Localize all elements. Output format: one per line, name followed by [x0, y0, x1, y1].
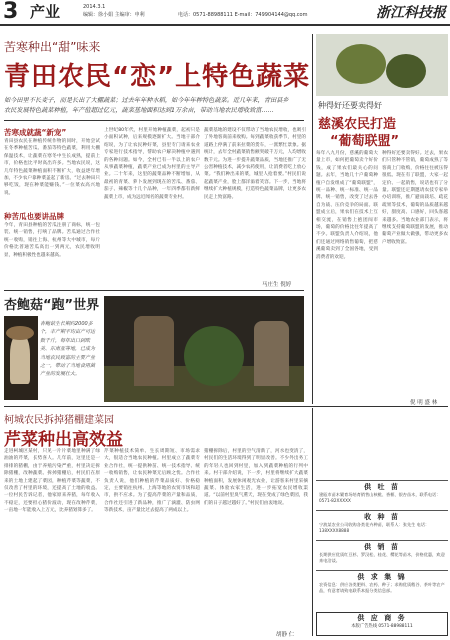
right-feature-kicker: 种得好还要卖得好: [318, 101, 382, 110]
supply-text: 本版广告热线 0571-88988111: [351, 624, 413, 629]
classified-4: [316, 570, 448, 610]
lead-byline: 马庄生 倪婷: [262, 282, 292, 288]
classified-3: [316, 540, 448, 570]
header-contact: 电话：0571-88988111 E-mail：749904144@qq.com: [178, 12, 308, 18]
classified-title: 供 吐 苗: [364, 483, 400, 491]
bottom-byline: 胡静 仁: [276, 632, 295, 638]
right-feature-byline: 倪 明 盛 林: [410, 400, 438, 406]
bottom-column-1: [4, 448, 100, 636]
lead-subhead-2: 种苦瓜也要讲品牌: [4, 212, 64, 221]
classified-title: 供 销 苗: [364, 543, 400, 551]
header-date: 2014.3.1: [83, 4, 106, 10]
masthead: [0, 0, 450, 26]
newspaper-logo: 浙江科技报: [376, 5, 446, 21]
right-feature-headline-2: “葡萄联盟”: [330, 134, 400, 149]
column-text: 青田县农民在种植传统作物的同时，开始尝试在冬季种植苦瓜、番茄等特色蔬菜，利用大棚保温技术，让蔬菜在寒冬中生长成熟，提前上市，价格也比平时高出许多。当地农民说，这几年特色蔬菜种植面积不断扩大，收益逐年增加，不少农户靠种菜盖起了新房。“过去种田只够吃饭，现在种菜能赚钱。”一位菜农高兴地说。: [4, 139, 100, 196]
divider: [4, 406, 448, 407]
lead-headline: 青田农民“恋”上特色蔬菜: [4, 62, 311, 92]
classified-text: 宁波某农业公司收购各类花卉种苗，联系人：张先生 电话：138XXXX8888: [319, 522, 430, 533]
page-number: 3: [3, 0, 19, 24]
bottom-column-3: [204, 448, 308, 636]
column-text: 走进柯城区某村，只见一片片菜地里种满了绿油油的芹菜，长势喜人。几年前，这里还是一排排的猪棚，由于养殖污染严重，村里决定拆除猪棚，改种蔬菜。拆掉猪棚后，村民们在原来的土地上建起了菜园，种植芹菜等蔬菜，不仅改善了村里的环境，还提高了土地的收益。一位村民告诉记者，他家原来养猪，每年收入不稳定，还要担心猪价波动，现在改种芹菜，一亩地一年能收入上万元，比养猪划算多了。: [4, 449, 100, 514]
supply-box: [316, 612, 448, 636]
lead-subhead-1: 苦寒成就蔬“新宠”: [4, 128, 67, 137]
column-text: 种得好还要卖得好。过去，果农们只管种不管销，葡萄成熟了等客商上门收购，价格往往被压得很低。现在有了联盟，大家一起定价、一起销售，说话也有了分量。联盟还定期邀请农技专家举办培训班，推广避雨栽培、疏花疏果等技术，葡萄的品质越来越好，甜度高、口感好，回头客越来越多。当地农业部门表示，将继续支持葡萄联盟的发展，推动葡萄产业做大做强，带动更多农户增收致富。: [382, 151, 448, 245]
column-text: 今年，青田县种植的苦瓜注册了商标，统一包装、统一销售，打响了品牌。苦瓜通过合作社统一收购，销往上海、杭州等大中城市，每斤价格比普通苦瓜高出一到两元，农民增收明显，种植积极性也越来越高。: [4, 223, 100, 258]
column-text: 蔬菜基地的建设不仅带动了当地农民增收，也吸引了外地客商前来收购。每到蔬菜收获季节，村里的道路上停满了前来拉菜的货车，一派繁忙景象。据统计，去年全村蔬菜销售额突破千万元，人均增收数千元。为进一步提升蔬菜品质，当地还推广了无公害种植技术，减少农药使用，让消费者吃上放心菜。“我们种出来的菜，城里人抢着要。”村民们说起蔬菜产业，脸上都洋溢着笑容。下一步，当地将继续扩大种植规模，打造特色蔬菜品牌，让更多农民走上致富路。: [204, 128, 306, 200]
column-text: 上世纪80年代，村里开始种植蔬菜，起初只是小面积试种，后来规模逐渐扩大。当地干部介绍说，为了让农民种好菜，县里专门请来农业专家进行技术指导，帮助农户解决种植中遇到的各种问题。如今，全村已有一半以上的农户从事蔬菜种植，蔬菜产业已成为村里的主导产业。二十年来，这里的蔬菜品种不断增加，从最初的青菜、萝卜发展到现在的苦瓜、番茄、茄子、辣椒等十几个品种，一年四季都有新鲜蔬菜上市，成为远近闻名的蔬菜专业村。: [104, 128, 200, 200]
supply-title: 供 应 商 务: [357, 614, 407, 622]
grape-photo: [316, 34, 448, 96]
lead-column-2: [104, 127, 200, 282]
mushroom-photo: [4, 316, 38, 400]
classified-2: [316, 510, 448, 540]
lead-intro: 如今田里不长麦子，而是长出了大棚蔬菜；过去年年种水稻，如今年年种特色蔬菜。近几年来，青田县乡农民发展特色蔬菜种植，年产值超过亿元，蔬菜基地面积达到1万余亩，带动当地农民增收致富……: [4, 97, 289, 114]
side-story-title: 杏鲍菇“跑”世界: [4, 298, 100, 313]
classified-1: [316, 480, 448, 510]
column-text: 猪棚拆除后，村里的空气清新了，河水也变清了，村民们的生活环境得到了明显改善。不少外出务工的年轻人也回到村里，加入到蔬菜种植的行列中来。村干部介绍说，下一步，村里将继续扩大蔬菜种植面积，发展休闲观光农业，让游客来村里采摘蔬菜、体验农家生活，进一步拓宽农民增收渠道。“以前村里臭气熏天，现在变成了绿色菜园，我们的日子越过越好了。”村民们由衷地说。: [204, 449, 308, 506]
lead-column-1: [4, 138, 100, 208]
divider: [4, 290, 304, 291]
column-text: 芹菜种植技术简单、生长周期短、市场需求大，很适合当地农民种植。村里成立了蔬菜专业合作社，统一提供种苗、统一技术指导、统一收购销售，让农民种菜无后顾之忧。合作社负责人说，他们种植的芹菜品质好、价格稳定，主要销往杭州、上海等地的农贸市场和超市，供不应求。为了提高芹菜的产量和品质，合作社还引进了新品种，推广了滴灌、防虫网等新技术，亩产量比过去提高了两成以上。: [104, 449, 200, 514]
right-feature-column-1: [316, 150, 378, 400]
vertical-divider: [312, 408, 313, 636]
lead-column-3: [204, 127, 306, 282]
lead-column-1b: [4, 222, 100, 282]
bottom-headline: 芹菜种出高效益: [4, 430, 123, 450]
header-meta: [83, 3, 145, 19]
classified-title: 供 求 集 锦: [357, 573, 407, 581]
right-feature-column-2: [382, 150, 448, 400]
section-title: 产业: [30, 3, 61, 21]
greenhouse-photo: [104, 296, 304, 402]
column-text: 每年八九月份，慈溪的葡萄大量上市，如何把葡萄卖个好价钱，成了果农们最关心的问题。去年，当地几十户葡萄种植户自发组成了“葡萄联盟”，统一品种、统一标准、统一品牌、统一销售，改变了过去各自为战、压价竞争的局面。联盟成立后，果农们在技术上互相交流，在销售上抱团闯市场，葡萄的价格比往年提高了不少。联盟负责人介绍说，他们还通过网络销售葡萄，把慈溪葡萄卖到了全国各地，受到消费者的欢迎。: [316, 151, 378, 260]
classified-text: 农资信息：供应各类肥料、农药、种子；求购优质稻谷、茶叶等农产品，有意者请致电联系本报分类信息部。: [319, 582, 445, 593]
lead-kicker: 苦寒种出“甜”味来: [4, 40, 101, 54]
header-editor: 编辑：徐小娟 主编审：申利: [83, 12, 145, 18]
right-feature-headline-1: 慈溪农民打造: [318, 117, 397, 132]
classified-text: 建瓯市苗木繁育场培育销售山核桃、香榧、银杏苗木，联系电话：0571-82XXXXX: [319, 492, 441, 503]
bottom-kicker: 柯城农民拆掉猪棚建菜园: [4, 415, 114, 426]
divider: [4, 120, 304, 121]
classified-title: 收 种 苗: [364, 513, 400, 521]
vertical-divider: [312, 34, 313, 404]
bottom-column-2: [104, 448, 200, 636]
classified-text: 长期供应优质红豆杉、罗汉松、桂花、樱花等苗木，价格优惠，欢迎来电洽谈。: [319, 552, 445, 563]
side-story-body: 杏鲍菇生长期约2000多个，丰产期平均亩产可达数千斤，每年出口到欧美、东南亚等地，已成为当地农民致富的主要产业之一，带动了当地食用菌产业的发展壮大。: [40, 321, 96, 378]
